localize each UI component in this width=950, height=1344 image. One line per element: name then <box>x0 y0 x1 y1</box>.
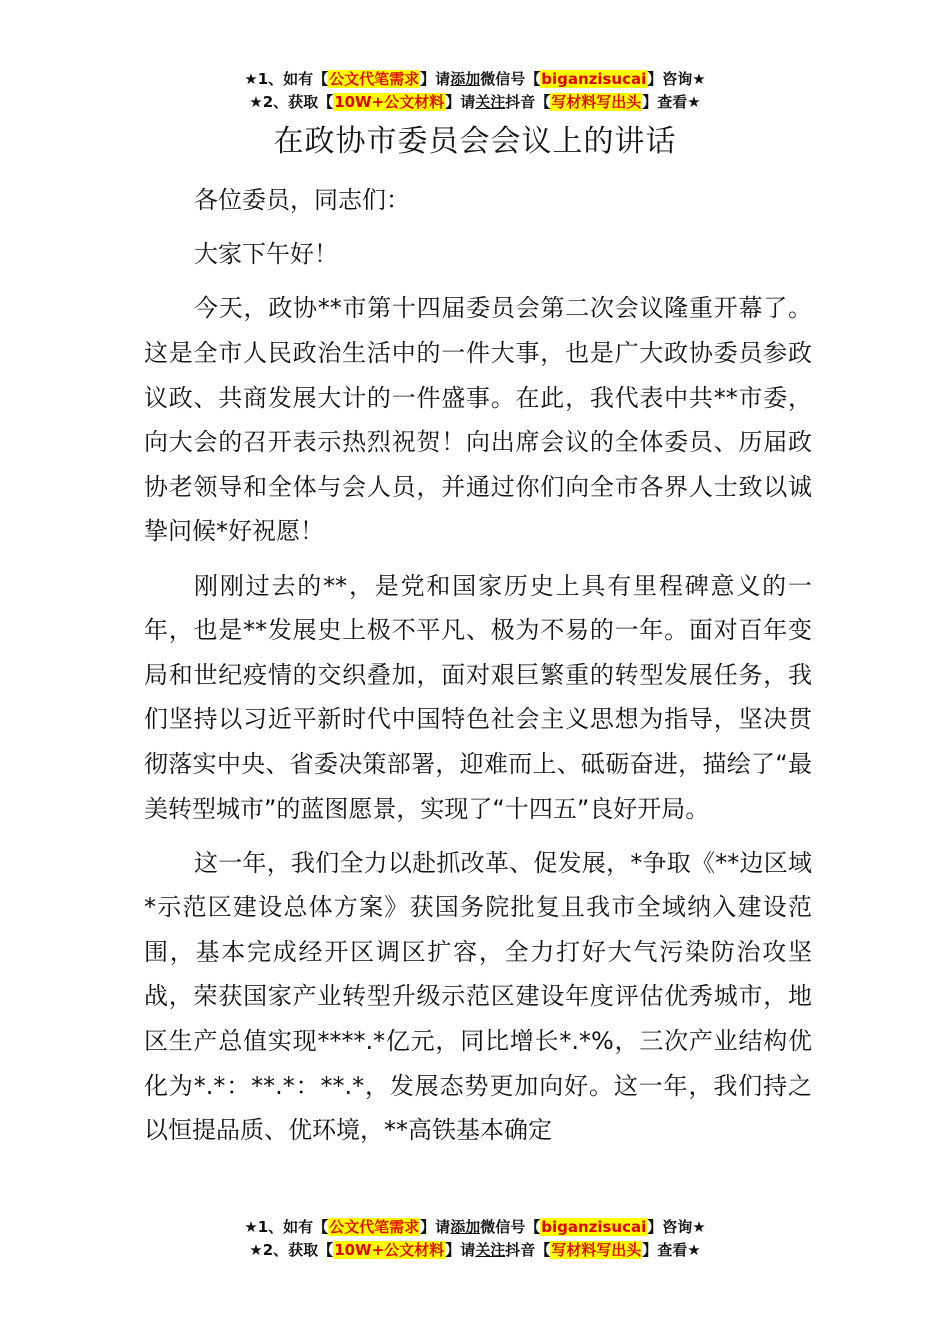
promo-text: ★2、获取【 <box>249 1241 334 1259</box>
promo-text: 】请 <box>420 70 451 88</box>
footer-promo-banner <box>0 1216 950 1262</box>
promo-text: 】咨询★ <box>647 70 706 88</box>
promo-highlight: 写材料写出头 <box>551 93 642 111</box>
promo-text: ★1、如有【 <box>244 1218 329 1236</box>
promo-highlight: 10W+公文材料 <box>334 1241 445 1259</box>
promo-highlight: 公文代笔需求 <box>329 1218 420 1236</box>
promo-text: 】请 <box>445 93 476 111</box>
promo-text: 微信号【 <box>480 70 541 88</box>
promo-text: 】查看★ <box>642 1241 701 1259</box>
promo-text: 微信号【 <box>480 1218 541 1236</box>
header-promo-banner <box>0 68 950 114</box>
salutation-paragraph: 各位委员，同志们： <box>194 186 410 214</box>
promo-underline: 添加 <box>450 1218 481 1236</box>
promo-highlight: biganzisucai <box>541 1218 647 1236</box>
promo-text: 抖音【 <box>505 1241 551 1259</box>
promo-text: 】请 <box>445 1241 476 1259</box>
promo-text: 】查看★ <box>642 93 701 111</box>
body-paragraph: 刚刚过去的**，是党和国家历史上具有里程碑意义的一年，也是**发展史上极不平凡、极为不易的一年。面对百年变局和世纪疫情的交织叠加，面对艰巨繁重的转型发展任务，我们坚持以习近平新时代中国特色社会主义思想为指导，坚决贯彻落实中央、省委决策部署，迎难而上、砥砺奋进，描绘了“最美转型城市”的蓝图愿景，实现了“十四五”良好开局。 <box>144 571 812 823</box>
promo-line-1 <box>0 68 950 91</box>
document-body <box>144 178 812 1162</box>
promo-underline: 关注 <box>475 93 506 111</box>
promo-line-2 <box>0 91 950 114</box>
promo-text: 】咨询★ <box>647 1218 706 1236</box>
promo-text: ★2、获取【 <box>249 93 334 111</box>
promo-highlight: 公文代笔需求 <box>329 70 420 88</box>
body-paragraph: 今天，政协**市第十四届委员会第二次会议隆重开幕了。这是全市人民政治生活中的一件大事，也是广大政协委员参政议政、共商发展大计的一件盛事。在此，我代表中共**市委，向大会的召开表示热烈祝贺！向出席会议的全体委员、历届政协老领导和全体与会人员，并通过你们向全市各界人士致以诚挚问候*好祝愿！ <box>144 294 812 546</box>
promo-underline: 关注 <box>475 1241 506 1259</box>
promo-underline: 添加 <box>450 70 481 88</box>
body-paragraph: 这一年，我们全力以赴抓改革、促发展，*争取《**边区域*示范区建设总体方案》获国务院批复且我市全域纳入建设范围，基本完成经开区调区扩容，全力打好大气污染防治攻坚战，荣获国家产业转型升级示范区建设年度评估优秀城市，地区生产总值实现****.*亿元，同比增长*.*%，三次产业结构优化为*.*：**.*：**.*，发展态势更加向好。这一年，我们持之以恒提品质、优环境，**高铁基本确定 <box>144 848 812 1145</box>
promo-text: 】请 <box>420 1218 451 1236</box>
promo-highlight: biganzisucai <box>541 70 647 88</box>
promo-highlight: 写材料写出头 <box>551 1241 642 1259</box>
promo-highlight: 10W+公文材料 <box>334 93 445 111</box>
promo-line-1 <box>0 1216 950 1239</box>
promo-text: 抖音【 <box>505 93 551 111</box>
greeting-paragraph: 大家下午好！ <box>194 240 338 269</box>
promo-line-2 <box>0 1239 950 1262</box>
document-title: 在政协市委员会会议上的讲话 <box>273 124 677 159</box>
promo-text: ★1、如有【 <box>244 70 329 88</box>
